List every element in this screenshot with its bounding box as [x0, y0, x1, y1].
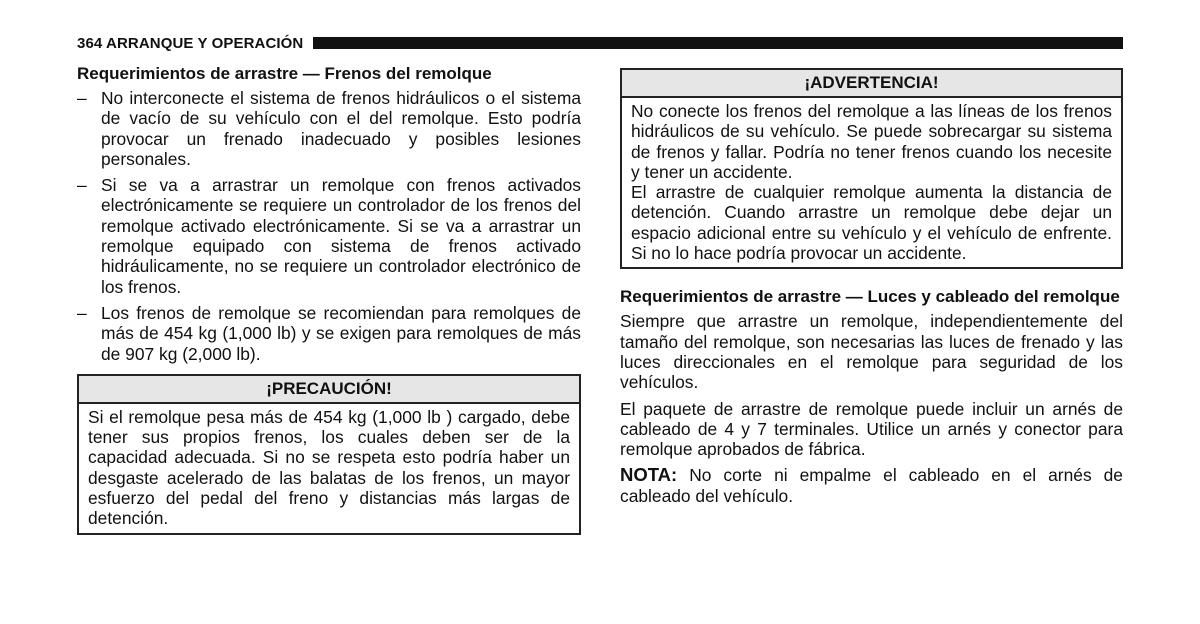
header-rule: [313, 37, 1123, 49]
precaution-body: [79, 404, 579, 533]
note-paragraph: [620, 465, 1123, 506]
warning-text-2: El arrastre de cualquier remolque aumenta la distancia de detención. Cuando arrastre un remolque debe dejar un espacio adicional entre su vehículo y el vehículo de enfrente. Si no lo hace podría provocar un accidente.: [631, 182, 1112, 264]
note-label: NOTA:: [620, 464, 678, 486]
paragraph-lights: Siempre que arrastre un remolque, independientemente del tamaño del remolque, son necesarias las luces de frenado y las luces direccionales en el remolque para seguridad de los vehículos.: [620, 311, 1123, 393]
precaution-text: Si el remolque pesa más de 454 kg (1,000 lb ) cargado, debe tener sus propios frenos, los cuales deben ser de la capacidad adecuada. Si no se respeta esto podría haber un desgaste acelerado de las balatas de los frenos, un mayor esfuerzo del pedal del freno y distancias más largas de detención.: [88, 406, 570, 529]
dash-bullet: –: [77, 175, 87, 196]
warning-title: ¡ADVERTENCIA!: [622, 70, 1121, 98]
warning-body: [622, 98, 1121, 267]
list-item-text: Los frenos de remolque se recomiendan para remolques de más de 454 kg (1,000 lb) y se exigen para remolques de más de 907 kg (2,000 lb).: [101, 302, 581, 364]
precaution-box: [77, 374, 581, 535]
right-column: [620, 68, 1123, 512]
page-number-and-section: 364 ARRANQUE Y OPERACIÓN: [77, 34, 304, 52]
page-header: [77, 34, 1123, 52]
warning-text-1: No conecte los frenos del remolque a las líneas de los frenos hidráulicos de su vehículo. Se puede sobrecargar su sistema de frenos y fallar. Podría no tener frenos cuando los necesite y tener un accidente.: [631, 101, 1112, 182]
dash-bullet: –: [77, 302, 87, 323]
dash-list: [77, 88, 581, 364]
dash-bullet: –: [77, 88, 87, 108]
list-item: [77, 303, 581, 364]
list-item: [77, 88, 581, 169]
warning-box: [620, 68, 1123, 269]
precaution-title: ¡PRECAUCIÓN!: [79, 376, 579, 404]
list-item-text: Si se va a arrastrar un remolque con frenos activados electrónicamente se requiere un controlador de los frenos del remolque activado electrónicamente. Si se va a arrastrar un remolque equipado con sistema de frenos activado hidráulicamente, no se requiere un controlador electrónico de los frenos.: [101, 175, 581, 297]
list-item-text: No interconecte el sistema de frenos hidráulicos o el sistema de vacío de su vehículo con el del remolque. Esto podría provocar un frenado inadecuado y posibles lesiones personales.: [101, 88, 581, 169]
note-text: No corte ni empalme el cableado en el arnés de cableado del vehículo.: [620, 465, 1123, 506]
section-heading-lights-wiring: Requerimientos de arrastre — Luces y cableado del remolque: [620, 287, 1120, 307]
list-item: [77, 175, 581, 297]
paragraph-wiring: El paquete de arrastre de remolque puede incluir un arnés de cableado de 4 y 7 terminales. Utilice un arnés y conector para remolque aprobados de fábrica.: [620, 398, 1123, 460]
left-column: [77, 64, 581, 535]
section-heading-trailer-brakes: Requerimientos de arrastre — Frenos del remolque: [77, 64, 492, 83]
